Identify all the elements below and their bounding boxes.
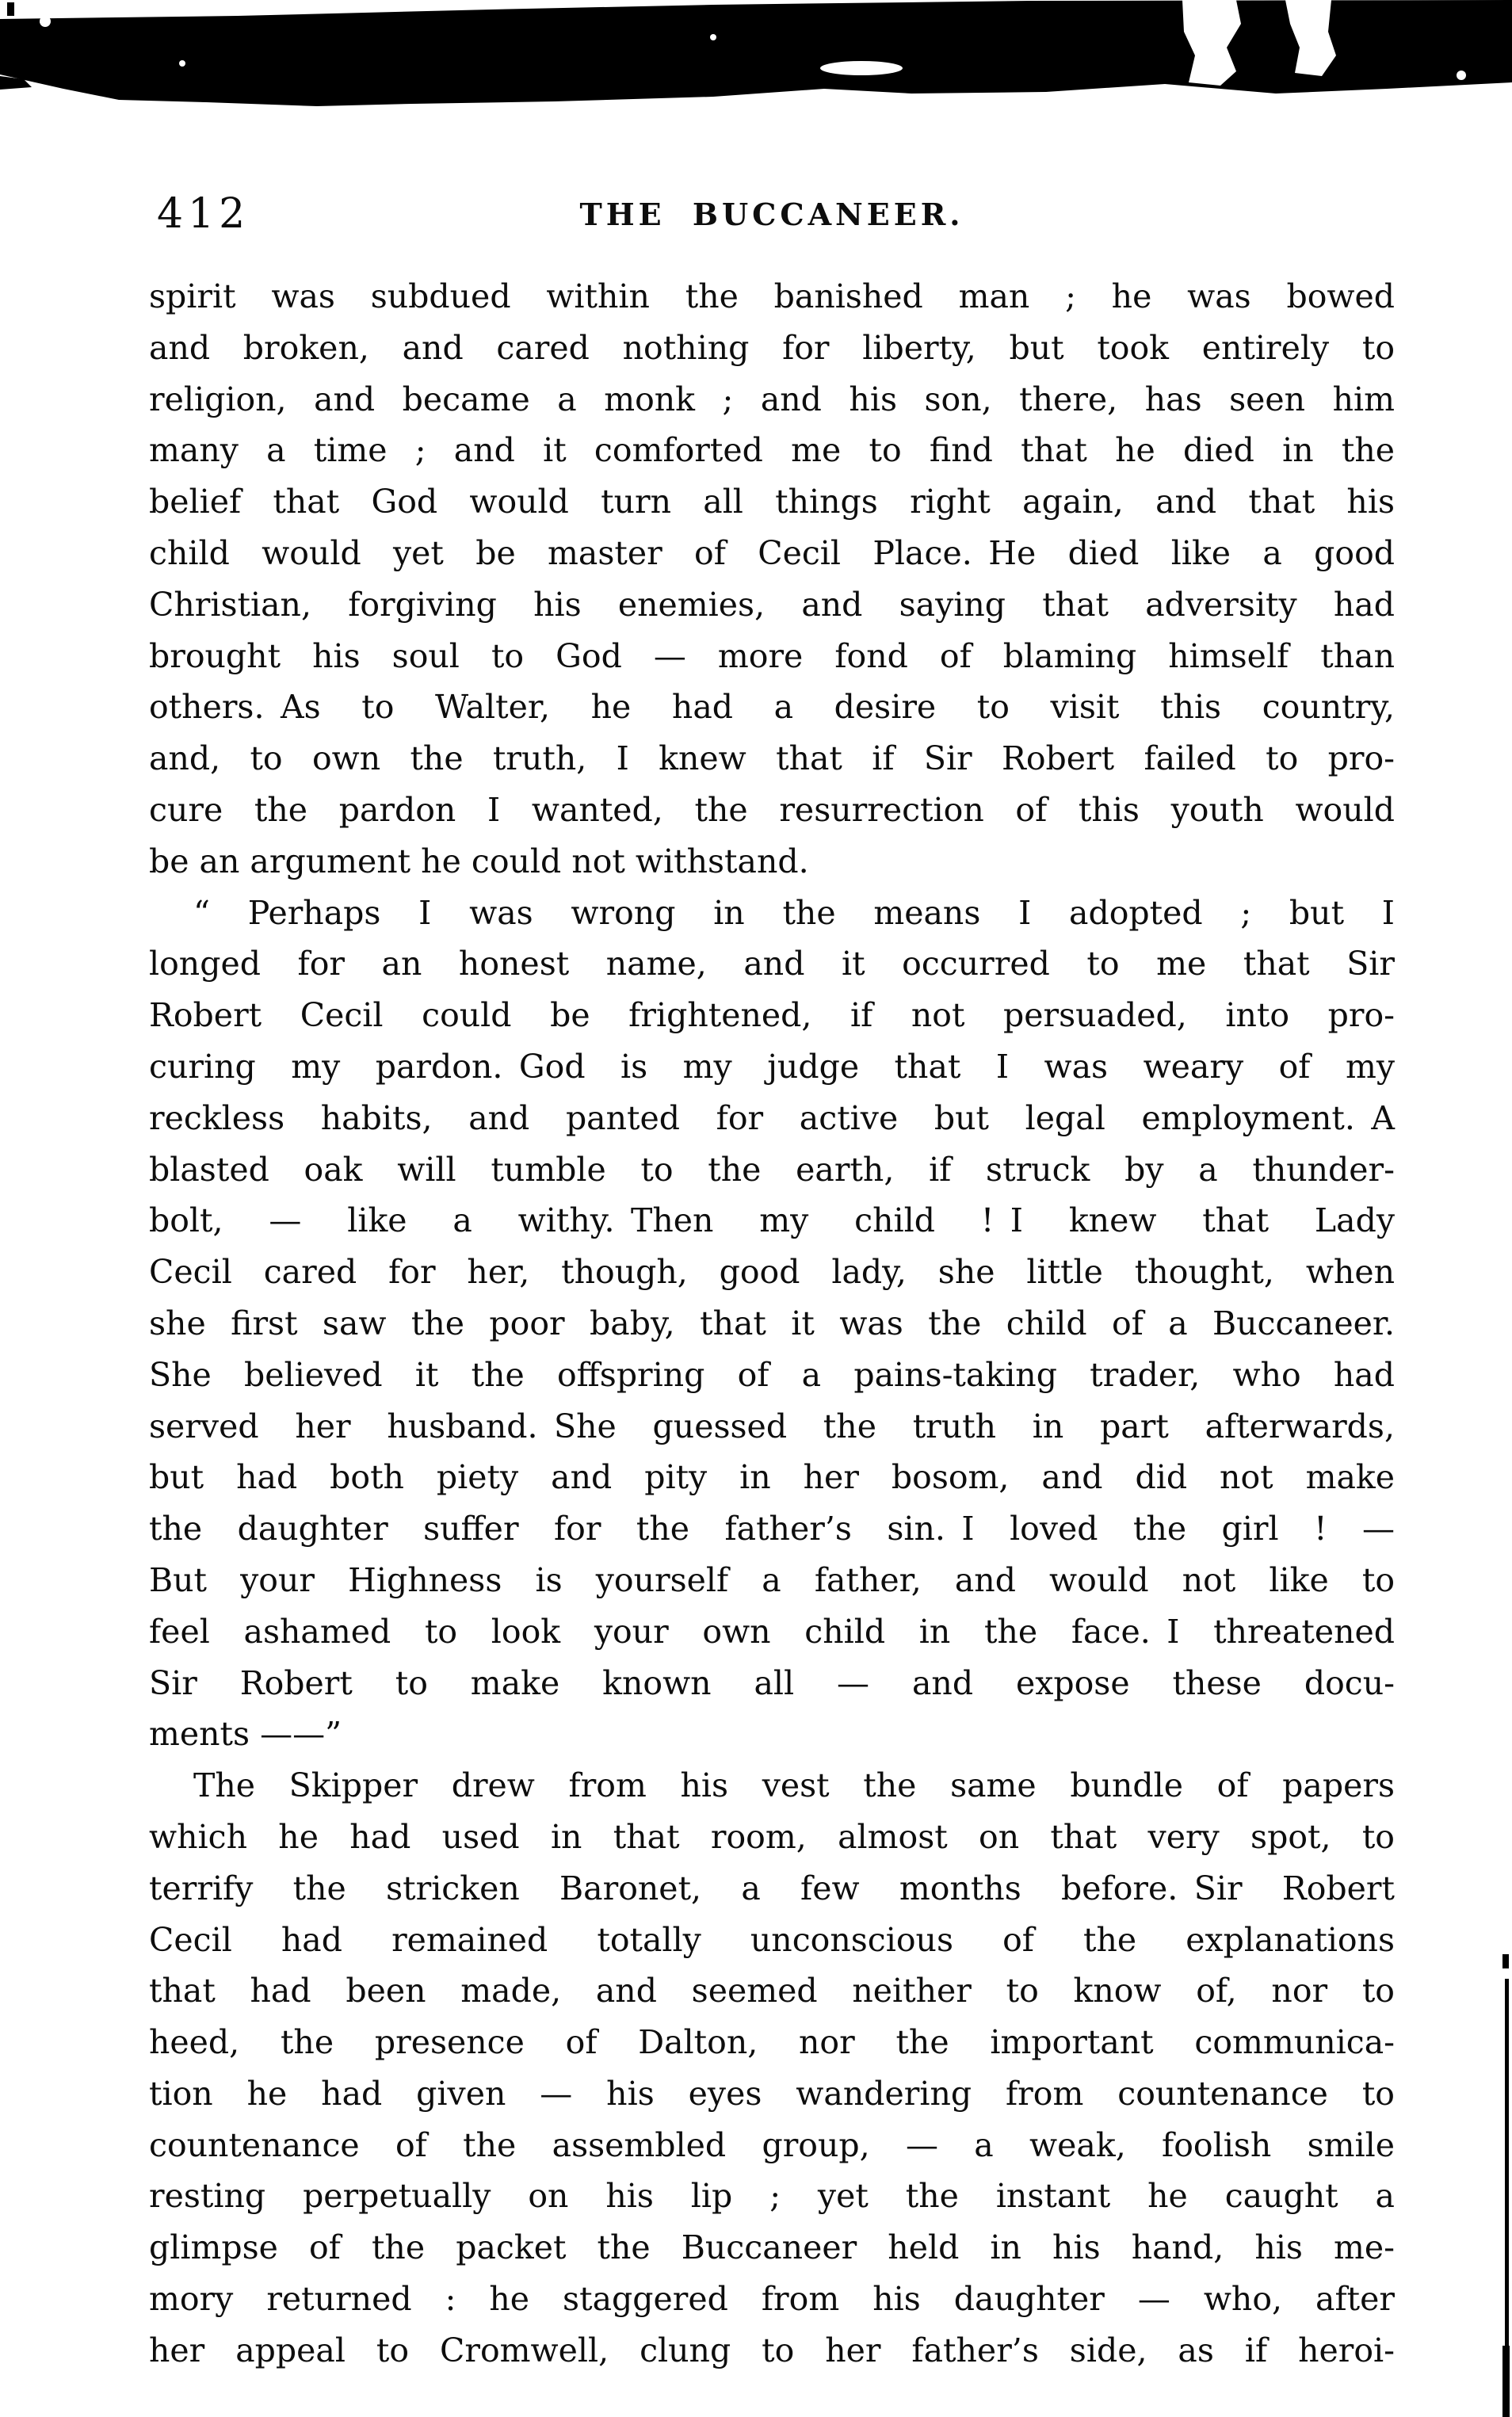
text-line: Sir Robert to make known all — and expose these docu- bbox=[149, 1663, 1395, 1702]
text-line: mory returned : he staggered from his daughter — who, after bbox=[149, 2280, 1395, 2319]
text-line: spirit was subdued within the banished man ; he was bowed bbox=[149, 277, 1395, 315]
running-title: THE BUCCANEER. bbox=[579, 197, 964, 232]
scan-edge-line-foot bbox=[1502, 2346, 1510, 2417]
text-line: Cecil cared for her, though, good lady, she little thought, when bbox=[149, 1253, 1395, 1292]
text-line: Cecil had remained totally unconscious of the explanations bbox=[149, 1920, 1395, 1959]
text-line: cure the pardon I wanted, the resurrection of this youth would bbox=[149, 790, 1395, 829]
text-line: But your Highness is yourself a father, and would not like to bbox=[149, 1560, 1395, 1599]
text-line: reckless habits, and panted for active but legal employment. A bbox=[149, 1098, 1395, 1137]
text-line: bolt, — like a withy. Then my child ! I knew that Lady bbox=[149, 1201, 1395, 1240]
text-line: curing my pardon. God is my judge that I was weary of my bbox=[149, 1047, 1395, 1086]
text-line: religion, and became a monk ; and his son, there, has seen him bbox=[149, 380, 1395, 418]
page-header bbox=[149, 190, 1395, 246]
text-line: which he had used in that room, almost on that very spot, to bbox=[149, 1817, 1395, 1856]
paragraph bbox=[149, 888, 1395, 1761]
text-line: She believed it the offspring of a pains-taking trader, who had bbox=[149, 1355, 1395, 1394]
text-line: ments ——” bbox=[149, 1715, 342, 1754]
text-line: many a time ; and it comforted me to find that he died in the bbox=[149, 431, 1395, 470]
text-line: heed, the presence of Dalton, nor the important communica- bbox=[149, 2023, 1395, 2062]
text-line: the daughter suffer for the father’s sin. I loved the girl ! — bbox=[149, 1510, 1395, 1548]
text-line: and broken, and cared nothing for liberty, but took entirely to bbox=[149, 328, 1395, 367]
text-line: Christian, forgiving his enemies, and saying that adversity had bbox=[149, 585, 1395, 624]
text-line: “ Perhaps I was wrong in the means I adopted ; but I bbox=[193, 893, 1395, 932]
text-line: tion he had given — his eyes wandering from countenance to bbox=[149, 2074, 1395, 2113]
text-line: glimpse of the packet the Buccaneer held in his hand, his me- bbox=[149, 2228, 1395, 2267]
text-line: longed for an honest name, and it occurred to me that Sir bbox=[149, 945, 1395, 983]
page-number: 412 bbox=[157, 190, 250, 238]
text-line: countenance of the assembled group, — a weak, foolish smile bbox=[149, 2125, 1395, 2164]
text-line: but had both piety and pity in her bosom, and did not make bbox=[149, 1458, 1395, 1497]
text-line: and, to own the truth, I knew that if Sir Robert failed to pro- bbox=[149, 739, 1395, 778]
text-line: resting perpetually on his lip ; yet the instant he caught a bbox=[149, 2177, 1395, 2216]
text-line: belief that God would turn all things right again, and that his bbox=[149, 483, 1395, 521]
text-line: that had been made, and seemed neither to know of, nor to bbox=[149, 1972, 1395, 2010]
text-line: served her husband. She guessed the truth in part afterwards, bbox=[149, 1407, 1395, 1445]
text-line: child would yet be master of Cecil Place. He died like a good bbox=[149, 533, 1395, 572]
scan-ink-band-top bbox=[0, 0, 1512, 119]
text-line: The Skipper drew from his vest the same bundle of papers bbox=[193, 1766, 1395, 1805]
text-line: others. As to Walter, he had a desire to visit this country, bbox=[149, 688, 1395, 727]
text-line: be an argument he could not withstand. bbox=[149, 842, 809, 880]
text-line: her appeal to Cromwell, clung to her father’s side, as if heroi- bbox=[149, 2331, 1395, 2369]
paragraph bbox=[149, 271, 1395, 888]
text-line: blasted oak will tumble to the earth, if struck by a thunder- bbox=[149, 1150, 1395, 1189]
body-text bbox=[149, 271, 1395, 2377]
paragraph bbox=[149, 1760, 1395, 2377]
text-line: Robert Cecil could be frightened, if not persuaded, into pro- bbox=[149, 996, 1395, 1035]
scan-edge-tick bbox=[1502, 1954, 1509, 1968]
text-line: she first saw the poor baby, that it was the child of a Buccaneer. bbox=[149, 1304, 1395, 1342]
text-line: terrify the stricken Baronet, a few months before. Sir Robert bbox=[149, 1869, 1395, 1907]
text-line: feel ashamed to look your own child in the face. I threatened bbox=[149, 1612, 1395, 1651]
text-line: brought his soul to God — more fond of blaming himself than bbox=[149, 636, 1395, 675]
